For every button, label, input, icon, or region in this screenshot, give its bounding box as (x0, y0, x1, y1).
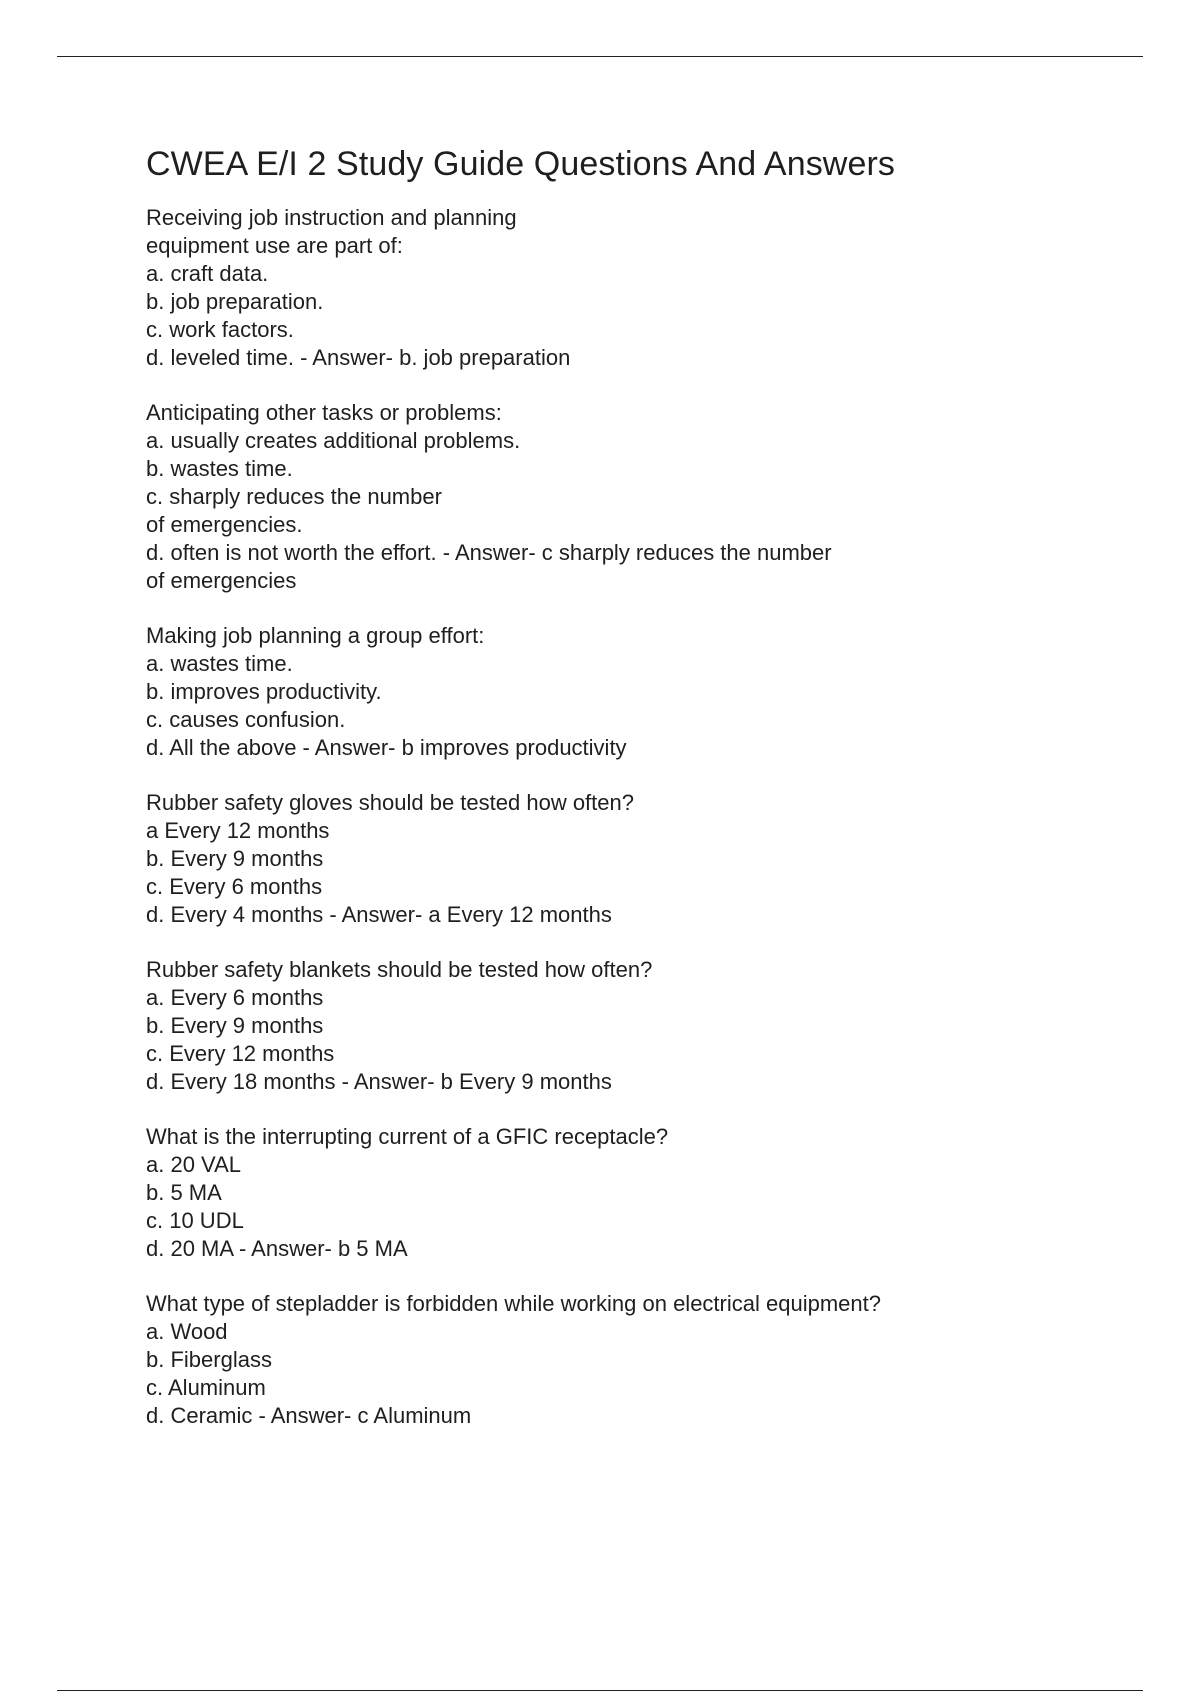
question-block (146, 204, 1146, 372)
answer-option: equipment use are part of: (146, 233, 403, 258)
answer-option: b. Every 9 months (146, 846, 324, 871)
answer-option: c. Every 6 months (146, 874, 323, 899)
answer-option: b. Fiberglass (146, 1347, 272, 1372)
question-text: Rubber safety blankets should be tested how often? (146, 957, 653, 982)
answer-option: b. Every 9 months (146, 1013, 324, 1038)
answer-option: d. Every 4 months - Answer- a Every 12 months (146, 902, 612, 927)
bottom-rule (57, 1690, 1143, 1691)
answer-option: c. causes confusion. (146, 707, 346, 732)
question-text: Making job planning a group effort: (146, 623, 485, 648)
answer-option: of emergencies (146, 568, 297, 593)
answer-option: b. wastes time. (146, 456, 293, 481)
answer-option: c. Aluminum (146, 1375, 266, 1400)
document-body (146, 142, 1146, 1457)
question-block (146, 399, 1146, 595)
answer-option: d. All the above - Answer- b improves productivity (146, 735, 627, 760)
question-block (146, 789, 1146, 929)
answer-option: a Every 12 months (146, 818, 330, 843)
question-block (146, 1123, 1146, 1263)
answer-option: d. often is not worth the effort. - Answer- c sharply reduces the number (146, 540, 832, 565)
answer-option: a. Wood (146, 1319, 228, 1344)
question-block (146, 622, 1146, 762)
question-list (146, 204, 1146, 1430)
answer-option: a. Every 6 months (146, 985, 324, 1010)
answer-option: d. leveled time. - Answer- b. job preparation (146, 345, 571, 370)
question-text: Rubber safety gloves should be tested how often? (146, 790, 634, 815)
answer-option: d. 20 MA - Answer- b 5 MA (146, 1236, 408, 1261)
top-rule (57, 56, 1143, 57)
answer-option: d. Ceramic - Answer- c Aluminum (146, 1403, 472, 1428)
answer-option: b. improves productivity. (146, 679, 382, 704)
document-title: CWEA E/I 2 Study Guide Questions And Answers (146, 145, 895, 183)
answer-option: of emergencies. (146, 512, 303, 537)
answer-option: c. 10 UDL (146, 1208, 244, 1233)
answer-option: a. 20 VAL (146, 1152, 241, 1177)
answer-option: b. job preparation. (146, 289, 324, 314)
answer-option: c. sharply reduces the number (146, 484, 442, 509)
answer-option: c. Every 12 months (146, 1041, 335, 1066)
question-text: Anticipating other tasks or problems: (146, 400, 502, 425)
question-text: What is the interrupting current of a GFIC receptacle? (146, 1124, 669, 1149)
question-text: What type of stepladder is forbidden while working on electrical equipment? (146, 1291, 881, 1316)
answer-option: a. wastes time. (146, 651, 293, 676)
answer-option: c. work factors. (146, 317, 294, 342)
answer-option: a. usually creates additional problems. (146, 428, 521, 453)
question-text: Receiving job instruction and planning (146, 205, 517, 230)
question-block (146, 1290, 1146, 1430)
answer-option: b. 5 MA (146, 1180, 222, 1205)
question-block (146, 956, 1146, 1096)
answer-option: d. Every 18 months - Answer- b Every 9 months (146, 1069, 612, 1094)
answer-option: a. craft data. (146, 261, 269, 286)
